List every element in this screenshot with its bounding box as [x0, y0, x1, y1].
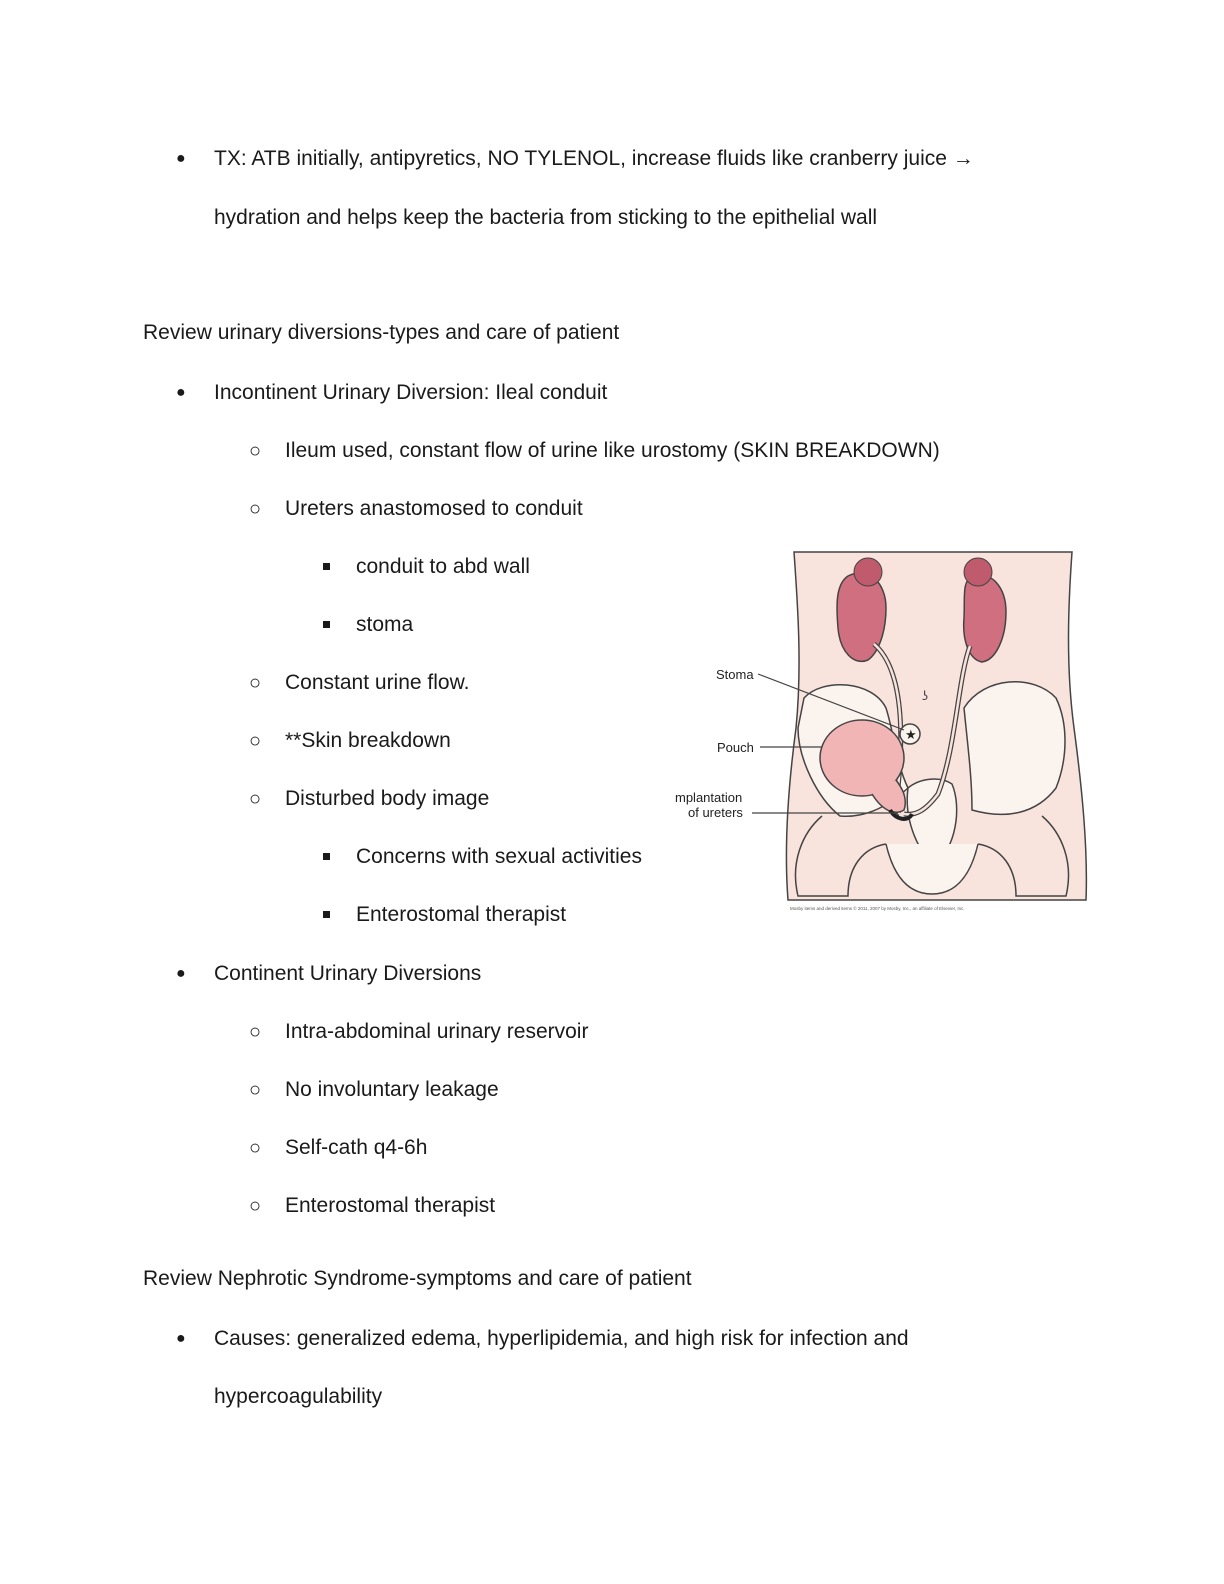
list-item: Enterostomal therapist: [356, 903, 567, 926]
tx-line2: hydration and helps keep the bacteria from sticking to the epithelial wall: [214, 206, 878, 229]
bullet-marker: ●: [176, 1330, 186, 1347]
figure-credit: Mosby items and derived items © 2011, 2007 by Mosby, Inc., an affiliate of Elsevier, Inc.: [790, 906, 965, 911]
list-item: Constant urine flow.: [285, 671, 470, 694]
list-item: Ureters anastomosed to conduit: [285, 497, 583, 520]
label-implantation-2: of ureters: [688, 805, 743, 820]
list-item: **Skin breakdown: [285, 729, 451, 752]
list-item: Concerns with sexual activities: [356, 845, 642, 868]
tx-line1: [214, 146, 974, 172]
circle-marker: ○: [249, 1195, 262, 1217]
adrenal-left: [854, 558, 882, 586]
list-item: Enterostomal therapist: [285, 1194, 496, 1217]
square-marker: [323, 853, 330, 860]
continent-title: Continent Urinary Diversions: [214, 962, 482, 985]
label-stoma: Stoma: [716, 667, 754, 682]
list-item: No involuntary leakage: [285, 1078, 499, 1101]
list-item: conduit to abd wall: [356, 555, 530, 578]
list-item: Self-cath q4-6h: [285, 1136, 428, 1159]
circle-marker: ○: [249, 672, 262, 694]
ileal-conduit-illustration: [672, 548, 1092, 916]
square-marker: [323, 563, 330, 570]
square-marker: [323, 621, 330, 628]
list-item: stoma: [356, 613, 414, 636]
incontinent-title: Incontinent Urinary Diversion: Ileal conduit: [214, 381, 608, 404]
bullet-marker: ●: [176, 150, 186, 167]
section-heading-urinary: Review urinary diversions-types and care of patient: [143, 321, 620, 344]
bullet-marker: ●: [176, 384, 186, 401]
list-item: Intra-abdominal urinary reservoir: [285, 1020, 589, 1043]
square-marker: [323, 911, 330, 918]
tx-text: TX: ATB initially, antipyretics, NO TYLENOL, increase fluids like cranberry juice: [214, 147, 947, 170]
bullet-marker: ●: [176, 965, 186, 982]
pelvis-right: [964, 682, 1065, 815]
circle-marker: ○: [249, 730, 262, 752]
circle-marker: ○: [249, 788, 262, 810]
section-heading-nephrotic: Review Nephrotic Syndrome-symptoms and care of patient: [143, 1267, 692, 1290]
arrow-right-icon: →: [952, 147, 974, 170]
label-pouch: Pouch: [717, 740, 754, 755]
circle-marker: ○: [249, 1137, 262, 1159]
list-item: Disturbed body image: [285, 787, 490, 810]
circle-marker: ○: [249, 498, 262, 520]
circle-marker: ○: [249, 1021, 262, 1043]
stoma-star-icon: ★: [905, 728, 917, 743]
adrenal-right: [964, 558, 992, 586]
circle-marker: ○: [249, 440, 262, 462]
causes-line1: Causes: generalized edema, hyperlipidemia, and high risk for infection and: [214, 1327, 909, 1350]
label-implantation-1: mplantation: [675, 790, 743, 805]
navel-icon: ʖ: [922, 689, 929, 703]
list-item: Ileum used, constant flow of urine like urostomy (SKIN BREAKDOWN): [285, 439, 940, 462]
circle-marker: ○: [249, 1079, 262, 1101]
causes-line2: hypercoagulability: [214, 1385, 383, 1408]
